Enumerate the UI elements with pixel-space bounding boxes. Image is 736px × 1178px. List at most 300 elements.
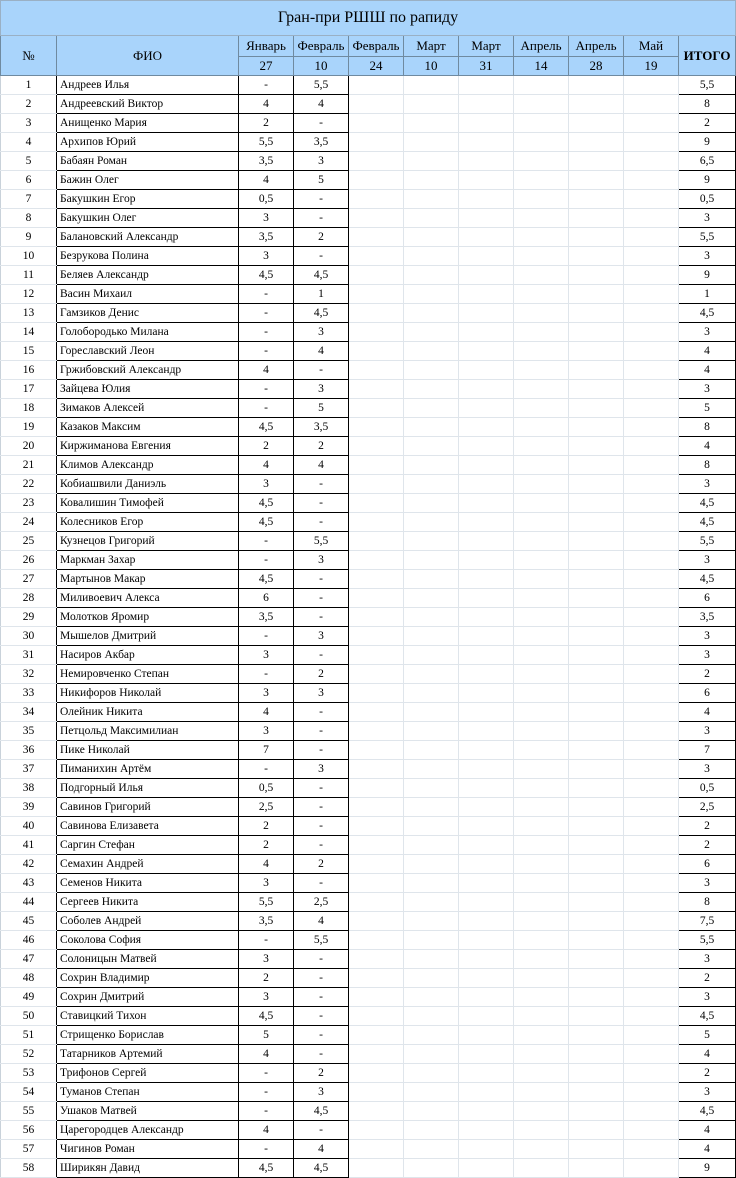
round-3-score-cell[interactable] [349,798,404,817]
player-name-cell[interactable]: Савинова Елизавета [57,817,239,836]
round-5-score-cell[interactable] [459,551,514,570]
round-6-score-cell[interactable] [514,532,569,551]
player-number-cell[interactable]: 47 [1,950,57,969]
round-8-score-cell[interactable] [624,532,679,551]
player-number-cell[interactable]: 42 [1,855,57,874]
round-1-score-cell[interactable]: 3 [239,988,294,1007]
round-8-score-cell[interactable] [624,247,679,266]
player-name-cell[interactable]: Ставицкий Тихон [57,1007,239,1026]
round-7-score-cell[interactable] [569,836,624,855]
round-1-score-cell[interactable]: 3 [239,722,294,741]
round-8-score-cell[interactable] [624,494,679,513]
player-number-cell[interactable]: 29 [1,608,57,627]
player-name-cell[interactable]: Бажин Олег [57,171,239,190]
round-3-score-cell[interactable] [349,266,404,285]
round-day[interactable]: 10 [294,57,349,76]
total-score-cell[interactable]: 4 [679,1140,736,1159]
round-8-score-cell[interactable] [624,95,679,114]
player-name-cell[interactable]: Бакушкин Олег [57,209,239,228]
round-8-score-cell[interactable] [624,912,679,931]
round-5-score-cell[interactable] [459,190,514,209]
round-6-score-cell[interactable] [514,646,569,665]
player-number-cell[interactable]: 3 [1,114,57,133]
player-name-cell[interactable]: Соколова София [57,931,239,950]
round-1-score-cell[interactable]: 4,5 [239,494,294,513]
round-7-score-cell[interactable] [569,1026,624,1045]
player-number-cell[interactable]: 28 [1,589,57,608]
round-2-score-cell[interactable]: - [294,247,349,266]
round-month[interactable]: Март [459,36,514,57]
total-score-cell[interactable]: 3 [679,475,736,494]
round-5-score-cell[interactable] [459,912,514,931]
round-2-score-cell[interactable]: 4 [294,342,349,361]
round-4-score-cell[interactable] [404,1121,459,1140]
round-8-score-cell[interactable] [624,627,679,646]
round-6-score-cell[interactable] [514,1159,569,1178]
round-4-score-cell[interactable] [404,684,459,703]
round-8-score-cell[interactable] [624,418,679,437]
player-number-cell[interactable]: 9 [1,228,57,247]
round-6-score-cell[interactable] [514,1064,569,1083]
round-6-score-cell[interactable] [514,1045,569,1064]
round-7-score-cell[interactable] [569,1064,624,1083]
round-6-score-cell[interactable] [514,665,569,684]
round-3-score-cell[interactable] [349,1083,404,1102]
round-1-score-cell[interactable]: - [239,304,294,323]
round-7-score-cell[interactable] [569,437,624,456]
player-name-cell[interactable]: Голобородько Милана [57,323,239,342]
round-8-score-cell[interactable] [624,1083,679,1102]
round-month[interactable]: Март [404,36,459,57]
round-2-score-cell[interactable]: 5,5 [294,532,349,551]
round-4-score-cell[interactable] [404,190,459,209]
player-number-cell[interactable]: 25 [1,532,57,551]
round-6-score-cell[interactable] [514,722,569,741]
player-number-cell[interactable]: 39 [1,798,57,817]
round-2-score-cell[interactable]: 2 [294,228,349,247]
round-2-score-cell[interactable]: 5,5 [294,931,349,950]
round-6-score-cell[interactable] [514,779,569,798]
round-6-score-cell[interactable] [514,874,569,893]
round-month[interactable]: Апрель [514,36,569,57]
round-3-score-cell[interactable] [349,380,404,399]
round-1-score-cell[interactable]: 4 [239,171,294,190]
player-number-cell[interactable]: 8 [1,209,57,228]
round-2-score-cell[interactable]: 4 [294,1140,349,1159]
player-name-cell[interactable]: Ушаков Матвей [57,1102,239,1121]
round-5-score-cell[interactable] [459,798,514,817]
round-7-score-cell[interactable] [569,475,624,494]
total-score-cell[interactable]: 3 [679,760,736,779]
round-8-score-cell[interactable] [624,874,679,893]
player-name-cell[interactable]: Чигинов Роман [57,1140,239,1159]
round-6-score-cell[interactable] [514,589,569,608]
round-1-score-cell[interactable]: - [239,551,294,570]
round-1-score-cell[interactable]: - [239,1064,294,1083]
round-3-score-cell[interactable] [349,1140,404,1159]
player-number-cell[interactable]: 7 [1,190,57,209]
player-name-cell[interactable]: Гамзиков Денис [57,304,239,323]
round-1-score-cell[interactable]: - [239,532,294,551]
player-number-cell[interactable]: 1 [1,76,57,95]
round-8-score-cell[interactable] [624,1102,679,1121]
round-month[interactable]: Апрель [569,36,624,57]
round-5-score-cell[interactable] [459,247,514,266]
round-4-score-cell[interactable] [404,152,459,171]
round-1-score-cell[interactable]: - [239,665,294,684]
round-day[interactable]: 14 [514,57,569,76]
total-score-cell[interactable]: 9 [679,133,736,152]
round-5-score-cell[interactable] [459,1045,514,1064]
player-number-cell[interactable]: 19 [1,418,57,437]
round-3-score-cell[interactable] [349,570,404,589]
round-3-score-cell[interactable] [349,247,404,266]
round-6-score-cell[interactable] [514,931,569,950]
round-5-score-cell[interactable] [459,1064,514,1083]
round-8-score-cell[interactable] [624,893,679,912]
round-3-score-cell[interactable] [349,475,404,494]
round-7-score-cell[interactable] [569,247,624,266]
round-8-score-cell[interactable] [624,817,679,836]
round-6-score-cell[interactable] [514,285,569,304]
round-8-score-cell[interactable] [624,152,679,171]
round-6-score-cell[interactable] [514,836,569,855]
round-4-score-cell[interactable] [404,589,459,608]
round-8-score-cell[interactable] [624,608,679,627]
round-7-score-cell[interactable] [569,684,624,703]
player-number-cell[interactable]: 44 [1,893,57,912]
round-7-score-cell[interactable] [569,741,624,760]
round-1-score-cell[interactable]: 2 [239,817,294,836]
round-1-score-cell[interactable]: 4,5 [239,418,294,437]
total-score-cell[interactable]: 2 [679,836,736,855]
player-name-cell[interactable]: Петцольд Максимилиан [57,722,239,741]
total-score-cell[interactable]: 0,5 [679,190,736,209]
player-name-cell[interactable]: Кобиашвили Даниэль [57,475,239,494]
round-4-score-cell[interactable] [404,285,459,304]
round-5-score-cell[interactable] [459,1026,514,1045]
round-6-score-cell[interactable] [514,190,569,209]
round-5-score-cell[interactable] [459,418,514,437]
player-name-cell[interactable]: Пиманихин Артём [57,760,239,779]
round-6-score-cell[interactable] [514,1140,569,1159]
player-number-cell[interactable]: 14 [1,323,57,342]
round-6-score-cell[interactable] [514,323,569,342]
round-month[interactable]: Февраль [294,36,349,57]
round-3-score-cell[interactable] [349,608,404,627]
round-5-score-cell[interactable] [459,684,514,703]
round-1-score-cell[interactable]: - [239,931,294,950]
round-3-score-cell[interactable] [349,817,404,836]
total-score-cell[interactable]: 8 [679,95,736,114]
round-7-score-cell[interactable] [569,570,624,589]
total-score-cell[interactable]: 4,5 [679,1102,736,1121]
round-6-score-cell[interactable] [514,817,569,836]
round-7-score-cell[interactable] [569,1045,624,1064]
round-6-score-cell[interactable] [514,171,569,190]
round-2-score-cell[interactable]: - [294,608,349,627]
player-name-cell[interactable]: Кузнецов Григорий [57,532,239,551]
round-4-score-cell[interactable] [404,1007,459,1026]
round-1-score-cell[interactable]: - [239,760,294,779]
round-3-score-cell[interactable] [349,190,404,209]
total-score-cell[interactable]: 9 [679,171,736,190]
total-score-cell[interactable]: 2 [679,665,736,684]
round-7-score-cell[interactable] [569,1121,624,1140]
round-5-score-cell[interactable] [459,513,514,532]
round-6-score-cell[interactable] [514,513,569,532]
round-5-score-cell[interactable] [459,266,514,285]
round-4-score-cell[interactable] [404,532,459,551]
player-number-cell[interactable]: 36 [1,741,57,760]
round-2-score-cell[interactable]: - [294,570,349,589]
player-name-cell[interactable]: Киржиманова Евгения [57,437,239,456]
round-4-score-cell[interactable] [404,551,459,570]
round-1-score-cell[interactable]: 3 [239,247,294,266]
round-1-score-cell[interactable]: - [239,342,294,361]
round-4-score-cell[interactable] [404,570,459,589]
round-3-score-cell[interactable] [349,760,404,779]
round-5-score-cell[interactable] [459,304,514,323]
total-score-cell[interactable]: 3 [679,874,736,893]
round-7-score-cell[interactable] [569,209,624,228]
player-number-cell[interactable]: 4 [1,133,57,152]
round-1-score-cell[interactable]: 7 [239,741,294,760]
round-1-score-cell[interactable]: - [239,76,294,95]
round-1-score-cell[interactable]: 3,5 [239,912,294,931]
round-8-score-cell[interactable] [624,304,679,323]
player-number-cell[interactable]: 35 [1,722,57,741]
round-7-score-cell[interactable] [569,950,624,969]
round-1-score-cell[interactable]: - [239,1102,294,1121]
round-5-score-cell[interactable] [459,836,514,855]
round-3-score-cell[interactable] [349,551,404,570]
round-1-score-cell[interactable]: 4 [239,855,294,874]
total-score-cell[interactable]: 1 [679,285,736,304]
round-5-score-cell[interactable] [459,988,514,1007]
round-6-score-cell[interactable] [514,1083,569,1102]
round-2-score-cell[interactable]: - [294,969,349,988]
player-number-cell[interactable]: 21 [1,456,57,475]
round-7-score-cell[interactable] [569,817,624,836]
round-2-score-cell[interactable]: 5 [294,171,349,190]
round-3-score-cell[interactable] [349,114,404,133]
round-6-score-cell[interactable] [514,627,569,646]
player-number-cell[interactable]: 48 [1,969,57,988]
round-2-score-cell[interactable]: 4,5 [294,304,349,323]
round-2-score-cell[interactable]: - [294,817,349,836]
round-8-score-cell[interactable] [624,1159,679,1178]
round-4-score-cell[interactable] [404,817,459,836]
round-8-score-cell[interactable] [624,779,679,798]
round-3-score-cell[interactable] [349,95,404,114]
round-5-score-cell[interactable] [459,855,514,874]
round-4-score-cell[interactable] [404,437,459,456]
round-3-score-cell[interactable] [349,1121,404,1140]
total-score-cell[interactable]: 4,5 [679,494,736,513]
total-score-cell[interactable]: 3 [679,988,736,1007]
round-4-score-cell[interactable] [404,475,459,494]
round-4-score-cell[interactable] [404,171,459,190]
round-2-score-cell[interactable]: 3,5 [294,418,349,437]
player-name-cell[interactable]: Стрищенко Борислав [57,1026,239,1045]
player-number-cell[interactable]: 46 [1,931,57,950]
round-7-score-cell[interactable] [569,703,624,722]
round-8-score-cell[interactable] [624,646,679,665]
round-5-score-cell[interactable] [459,1007,514,1026]
round-4-score-cell[interactable] [404,456,459,475]
round-6-score-cell[interactable] [514,380,569,399]
player-number-cell[interactable]: 31 [1,646,57,665]
player-name-cell[interactable]: Балановский Александр [57,228,239,247]
round-7-score-cell[interactable] [569,361,624,380]
round-7-score-cell[interactable] [569,456,624,475]
round-1-score-cell[interactable]: 3 [239,950,294,969]
round-1-score-cell[interactable]: 3 [239,874,294,893]
round-2-score-cell[interactable]: 4 [294,912,349,931]
player-number-cell[interactable]: 41 [1,836,57,855]
round-1-score-cell[interactable]: 0,5 [239,779,294,798]
round-8-score-cell[interactable] [624,361,679,380]
round-5-score-cell[interactable] [459,874,514,893]
player-number-cell[interactable]: 51 [1,1026,57,1045]
round-4-score-cell[interactable] [404,798,459,817]
round-5-score-cell[interactable] [459,589,514,608]
total-score-cell[interactable]: 8 [679,456,736,475]
round-6-score-cell[interactable] [514,418,569,437]
round-5-score-cell[interactable] [459,969,514,988]
round-3-score-cell[interactable] [349,684,404,703]
round-7-score-cell[interactable] [569,760,624,779]
round-6-score-cell[interactable] [514,209,569,228]
round-month[interactable]: Январь [239,36,294,57]
total-score-cell[interactable]: 3 [679,247,736,266]
column-header-name[interactable]: ФИО [57,36,239,76]
round-3-score-cell[interactable] [349,513,404,532]
round-5-score-cell[interactable] [459,931,514,950]
player-number-cell[interactable]: 57 [1,1140,57,1159]
round-5-score-cell[interactable] [459,323,514,342]
round-6-score-cell[interactable] [514,760,569,779]
round-2-score-cell[interactable]: 3 [294,760,349,779]
round-3-score-cell[interactable] [349,532,404,551]
player-number-cell[interactable]: 32 [1,665,57,684]
round-2-score-cell[interactable]: 4 [294,95,349,114]
round-7-score-cell[interactable] [569,931,624,950]
round-3-score-cell[interactable] [349,741,404,760]
round-5-score-cell[interactable] [459,741,514,760]
round-8-score-cell[interactable] [624,437,679,456]
round-8-score-cell[interactable] [624,931,679,950]
round-1-score-cell[interactable]: - [239,285,294,304]
round-5-score-cell[interactable] [459,152,514,171]
round-3-score-cell[interactable] [349,285,404,304]
player-name-cell[interactable]: Семенов Никита [57,874,239,893]
total-score-cell[interactable]: 2 [679,114,736,133]
round-3-score-cell[interactable] [349,228,404,247]
round-2-score-cell[interactable]: 2 [294,855,349,874]
round-1-score-cell[interactable]: 2 [239,437,294,456]
round-3-score-cell[interactable] [349,437,404,456]
round-4-score-cell[interactable] [404,418,459,437]
round-7-score-cell[interactable] [569,988,624,1007]
round-5-score-cell[interactable] [459,1140,514,1159]
round-3-score-cell[interactable] [349,304,404,323]
round-6-score-cell[interactable] [514,152,569,171]
player-name-cell[interactable]: Мышелов Дмитрий [57,627,239,646]
round-4-score-cell[interactable] [404,342,459,361]
player-number-cell[interactable]: 58 [1,1159,57,1178]
round-1-score-cell[interactable]: - [239,380,294,399]
player-number-cell[interactable]: 12 [1,285,57,304]
round-4-score-cell[interactable] [404,95,459,114]
round-3-score-cell[interactable] [349,342,404,361]
round-4-score-cell[interactable] [404,969,459,988]
round-1-score-cell[interactable]: 3,5 [239,152,294,171]
round-1-score-cell[interactable]: 5,5 [239,893,294,912]
column-header-total[interactable]: ИТОГО [679,36,736,76]
round-4-score-cell[interactable] [404,703,459,722]
round-5-score-cell[interactable] [459,399,514,418]
round-8-score-cell[interactable] [624,703,679,722]
round-6-score-cell[interactable] [514,361,569,380]
round-3-score-cell[interactable] [349,418,404,437]
round-6-score-cell[interactable] [514,114,569,133]
round-3-score-cell[interactable] [349,1007,404,1026]
round-4-score-cell[interactable] [404,494,459,513]
round-1-score-cell[interactable]: 4 [239,703,294,722]
round-4-score-cell[interactable] [404,1159,459,1178]
round-2-score-cell[interactable]: - [294,1045,349,1064]
round-8-score-cell[interactable] [624,133,679,152]
total-score-cell[interactable]: 9 [679,266,736,285]
round-7-score-cell[interactable] [569,323,624,342]
round-3-score-cell[interactable] [349,76,404,95]
player-name-cell[interactable]: Безрукова Полина [57,247,239,266]
round-7-score-cell[interactable] [569,532,624,551]
round-4-score-cell[interactable] [404,304,459,323]
round-7-score-cell[interactable] [569,171,624,190]
round-5-score-cell[interactable] [459,114,514,133]
round-5-score-cell[interactable] [459,703,514,722]
round-6-score-cell[interactable] [514,342,569,361]
round-6-score-cell[interactable] [514,1007,569,1026]
player-name-cell[interactable]: Немировченко Степан [57,665,239,684]
round-2-score-cell[interactable]: - [294,798,349,817]
round-7-score-cell[interactable] [569,494,624,513]
round-8-score-cell[interactable] [624,722,679,741]
player-name-cell[interactable]: Миливоевич Алекса [57,589,239,608]
round-4-score-cell[interactable] [404,722,459,741]
round-7-score-cell[interactable] [569,285,624,304]
round-3-score-cell[interactable] [349,1064,404,1083]
round-8-score-cell[interactable] [624,1064,679,1083]
player-number-cell[interactable]: 27 [1,570,57,589]
round-1-score-cell[interactable]: - [239,1083,294,1102]
round-8-score-cell[interactable] [624,684,679,703]
player-number-cell[interactable]: 24 [1,513,57,532]
round-3-score-cell[interactable] [349,912,404,931]
player-name-cell[interactable]: Зайцева Юлия [57,380,239,399]
player-name-cell[interactable]: Бакушкин Егор [57,190,239,209]
round-8-score-cell[interactable] [624,855,679,874]
round-4-score-cell[interactable] [404,608,459,627]
round-5-score-cell[interactable] [459,494,514,513]
round-1-score-cell[interactable]: 3 [239,475,294,494]
round-8-score-cell[interactable] [624,285,679,304]
round-8-score-cell[interactable] [624,570,679,589]
round-7-score-cell[interactable] [569,513,624,532]
